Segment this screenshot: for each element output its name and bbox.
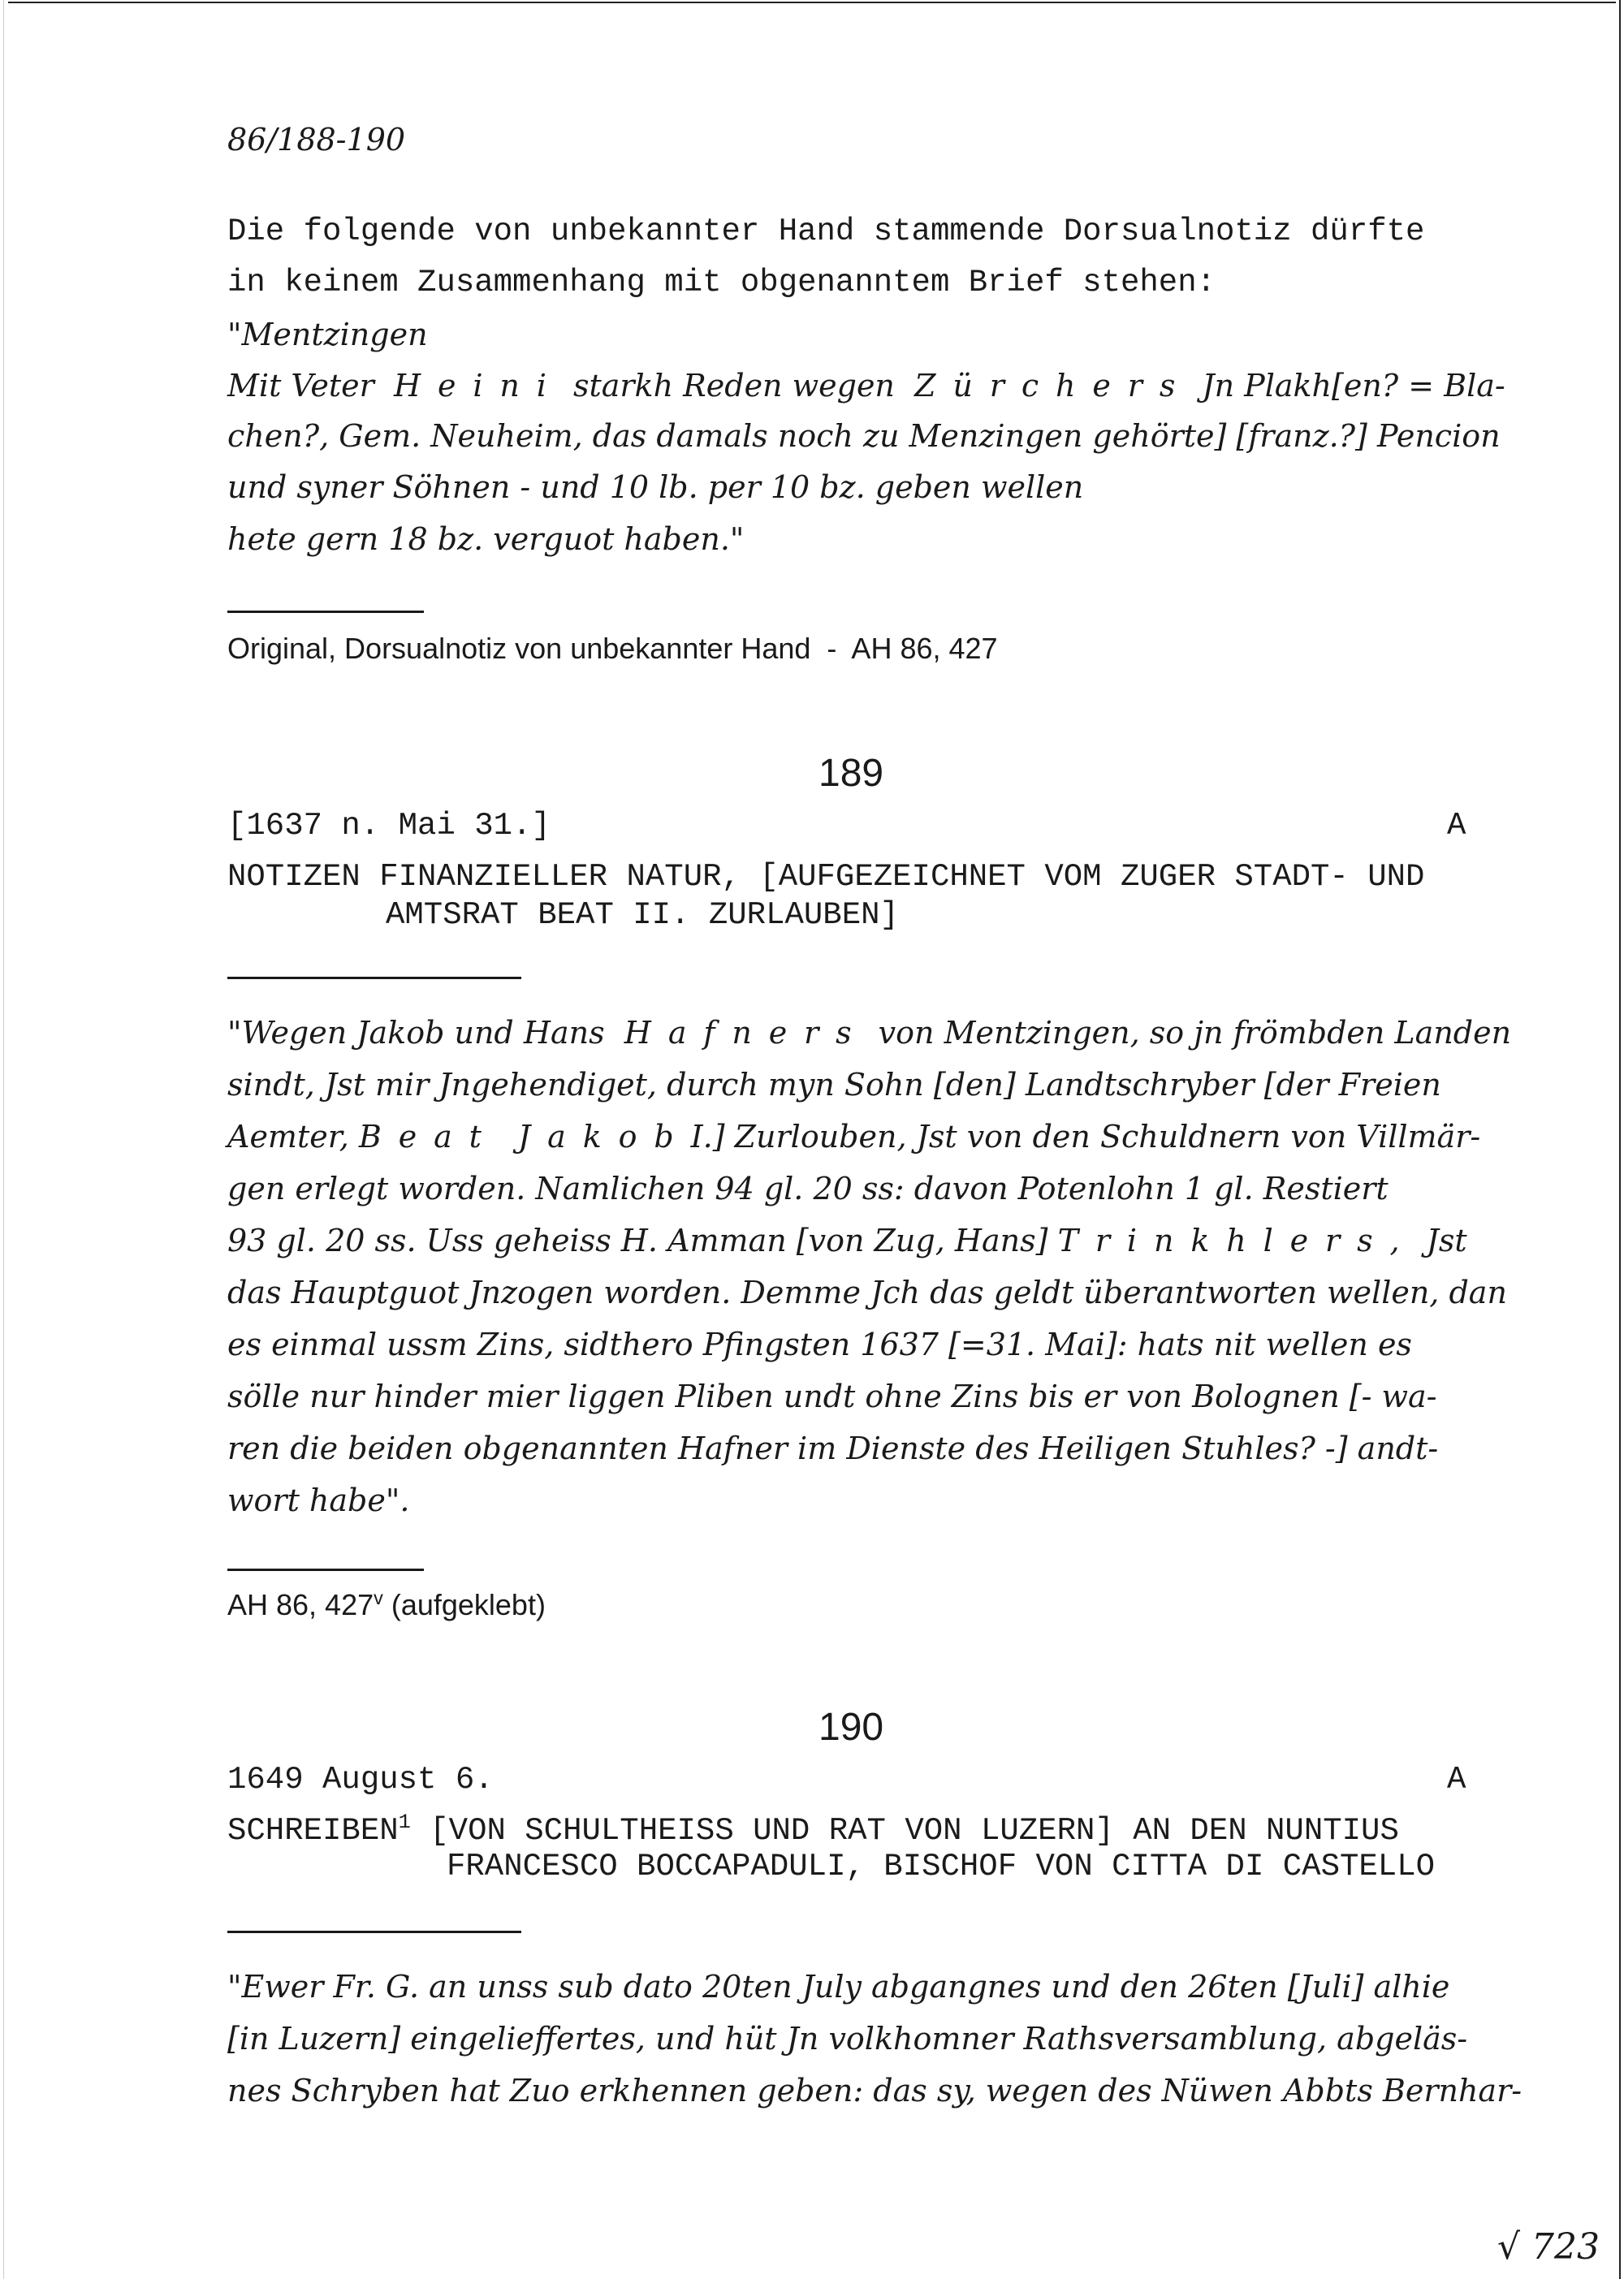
doc190-text-line-1: "Ewer Fr. G. an unss sub dato 20ten July abgangnes und den 26ten [Juli] alhie — [227, 1969, 1450, 2005]
dorsual-text: starkh Reden wegen — [572, 368, 895, 404]
doc190-title-line-1 — [227, 1811, 1399, 1849]
doc189-title-line-1: NOTIZEN FINANZIELLER NATUR, [AUFGEZEICHNET VOM ZUGER STADT- UND — [227, 859, 1425, 895]
footnote-marker: 1 — [398, 1811, 411, 1834]
footnote-rule — [227, 1569, 424, 1571]
document-number-189: 189 — [818, 752, 884, 795]
dorsual-line-4: und syner Söhnen - und 10 lb. per 10 bz. geben wellen — [227, 469, 1084, 505]
footnote-rule — [227, 611, 424, 613]
page-border-right — [1619, 0, 1621, 2279]
doc190-date: 1649 August 6. — [227, 1762, 494, 1798]
doc189-text-line-7: es einmal ussm Zins, sidthero Pfingsten 1637 [=31. Mai]: hats nit wellen es — [227, 1327, 1412, 1362]
doc190-text-line-2: [in Luzern] eingelieffertes, und hüt Jn volkhomner Rathsversamblung, abgeläs- — [227, 2021, 1468, 2057]
doc189-text-line-5 — [227, 1223, 1467, 1258]
doc189-text: Aemter, — [227, 1119, 349, 1155]
spaced-name-beat: Beat — [358, 1119, 499, 1155]
doc189-text-line-4: gen erlegt worden. Namlichen 94 gl. 20 ss: davon Potenlohn 1 gl. Restiert — [227, 1171, 1389, 1206]
dorsual-line-1: "Mentzingen — [227, 317, 428, 352]
source-note-188: Original, Dorsualnotiz von unbekannter Hand - AH 86, 427 — [227, 632, 998, 665]
dorsual-line-5: hete gern 18 bz. verguot haben." — [227, 521, 745, 557]
spaced-name-zuerchers: Zürchers — [914, 368, 1193, 404]
doc190-title-text: [VON SCHULTHEISS UND RAT VON LUZERN] AN DEN NUNTIUS — [410, 1813, 1399, 1849]
spaced-name-jakob: Jakob — [518, 1119, 691, 1155]
doc189-text-line-6: das Hauptguot Jnzogen worden. Demme Jch das geldt überantworten wellen, dan — [227, 1275, 1507, 1310]
doc189-text: "Wegen Jakob und Hans — [227, 1015, 605, 1051]
doc189-text: I.] Zurlouben, Jst von den Schuldnern von Villmär- — [690, 1119, 1481, 1155]
doc190-letter: A — [1447, 1762, 1466, 1798]
page-reference: 86/188-190 — [227, 122, 406, 158]
doc189-date: [1637 n. Mai 31.] — [227, 808, 551, 844]
spaced-name-heini: Heini — [393, 368, 564, 404]
doc189-text-line-2: sindt, Jst mir Jngehendiget, durch myn Sohn [den] Landtschryber [der Freien — [227, 1067, 1441, 1103]
intro-line-1: Die folgende von unbekannter Hand stammende Dorsualnotiz dürfte — [227, 214, 1425, 249]
doc189-text-line-1 — [227, 1015, 1511, 1051]
document-number-190: 190 — [818, 1706, 884, 1749]
doc190-text-line-3: nes Schryben hat Zuo erkhennen geben: das sy, wegen des Nüwen Abbts Bernhar- — [227, 2073, 1522, 2109]
doc189-text-line-9: ren die beiden obgenannten Hafner im Dienste des Heiligen Stuhles? -] andt- — [227, 1431, 1439, 1466]
spaced-name-trinkhlers: Trinkhlers, — [1057, 1223, 1417, 1258]
page-border-left — [3, 0, 4, 2279]
doc189-text-line-3 — [227, 1119, 1480, 1155]
doc189-text-line-10: wort habe". — [227, 1483, 410, 1518]
dorsual-line-2 — [227, 368, 1505, 404]
intro-line-2: in keinem Zusammenhang mit obgenanntem Brief stehen: — [227, 265, 1216, 300]
doc190-title-text: SCHREIBEN — [227, 1813, 399, 1849]
dorsual-line-3: chen?, Gem. Neuheim, das damals noch zu Menzingen gehörte] [franz.?] Pencion — [227, 418, 1501, 454]
doc189-text: Jst — [1426, 1223, 1467, 1258]
doc189-letter: A — [1447, 808, 1466, 844]
dorsual-text: Jn Plakh[en? = Bla- — [1202, 368, 1505, 404]
doc189-text: von Mentzingen, so jn frömbden Landen — [878, 1015, 1512, 1051]
source-text: (aufgeklebt) — [382, 1588, 546, 1621]
page-border-top — [8, 2, 1616, 3]
spaced-name-hafners: Hafners — [624, 1015, 869, 1051]
source-text: AH 86, 427 — [227, 1588, 374, 1621]
handwritten-page-mark: √ 723 — [1497, 2226, 1600, 2268]
source-note-189 — [227, 1587, 546, 1622]
section-rule — [227, 977, 521, 979]
section-rule — [227, 1931, 521, 1933]
doc189-text: 93 gl. 20 ss. Uss geheiss H. Amman [von Zug, Hans] — [227, 1223, 1048, 1258]
source-superscript: v — [374, 1587, 383, 1608]
doc189-text-line-8: sölle nur hinder mier liggen Pliben undt ohne Zins bis er von Bolognen [- wa- — [227, 1379, 1437, 1414]
doc189-title-line-2: AMTSRAT BEAT II. ZURLAUBEN] — [386, 897, 899, 933]
dorsual-text: Mit Veter — [227, 368, 374, 404]
doc190-title-line-2: FRANCESCO BOCCAPADULI, BISCHOF VON CITTA DI CASTELLO — [447, 1849, 1435, 1884]
